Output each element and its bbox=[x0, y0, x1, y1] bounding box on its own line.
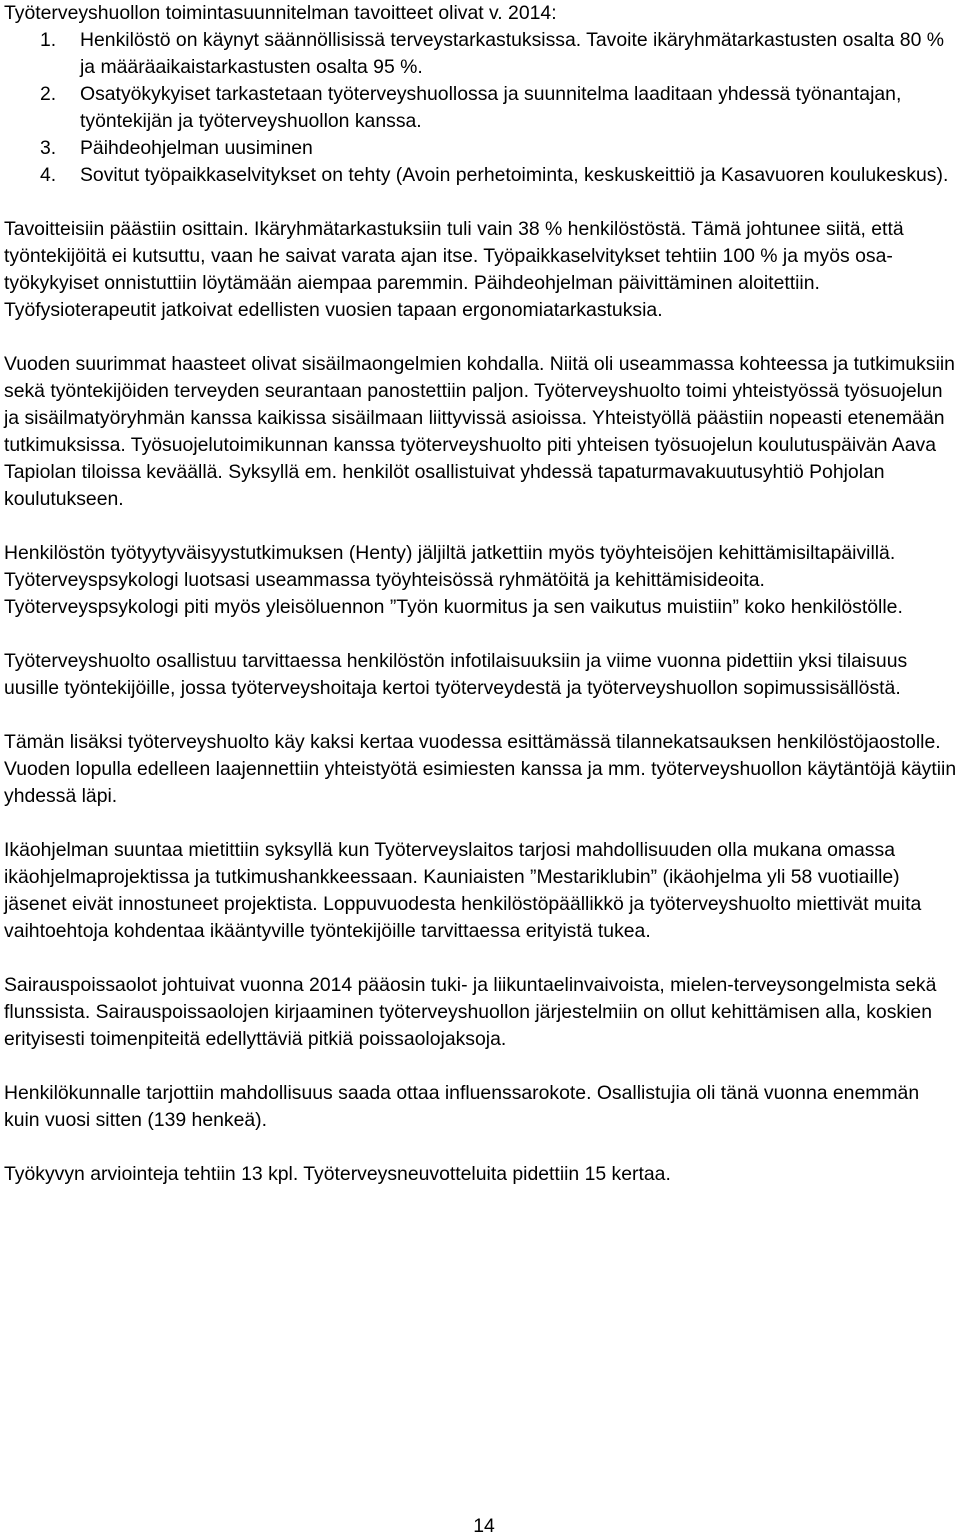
list-item-text: Päihdeohjelman uusiminen bbox=[80, 137, 313, 159]
page-number: 14 bbox=[473, 1515, 495, 1537]
document-page bbox=[4, 0, 958, 1188]
list-item-text: Osatyökykyiset tarkastetaan työterveyshuollossa ja suunnitelma laaditaan yhdessä työnantajan, työntekijän ja työterveyshuollon kanssa. bbox=[80, 83, 902, 132]
list-item bbox=[4, 81, 958, 135]
list-item bbox=[4, 135, 958, 162]
paragraph: Tavoitteisiin päästiin osittain. Ikäryhmätarkastuksiin tuli vain 38 % henkilöstöstä. Tämä johtunee siitä, että työntekijöitä ei kutsuttu, vaan he saivat varata ajan itse. Työpaikkaselvitykset tehtiin 100 % ja myös osa-työkykyiset onnistuttiin löytämään aiempaa paremmin. Päihdeohjelman päivittäminen aloitettiin. Työfysioterapeutit jatkoivat edellisten vuosien tapaan ergonomiatarkastuksia. bbox=[4, 218, 904, 321]
paragraph: Tämän lisäksi työterveyshuolto käy kaksi kertaa vuodessa esittämässä tilannekatsauksen henkilöstöjaostolle. Vuoden lopulla edelleen laajennettiin yhteistyötä esimiesten kanssa ja mm. työterveyshuollon käytäntöjä käytiin yhdessä läpi. bbox=[4, 731, 957, 807]
list-item-number: 3. bbox=[40, 137, 57, 159]
paragraph: Henkilöstön työtyytyväisyystutkimuksen (Henty) jäljiltä jatkettiin myös työyhteisöjen kehittämisiltapäivillä. Työterveyspsykologi luotsasi useammassa työyhteisössä ryhmätöitä ja kehittämisideoita. bbox=[4, 542, 896, 591]
list-item-number: 2. bbox=[40, 83, 57, 105]
paragraph: Työterveyspsykologi piti myös yleisöluennon ”Työn kuormitus ja sen vaikutus muistiin” koko henkilöstölle. bbox=[4, 596, 903, 618]
list-item-text: Henkilöstö on käynyt säännöllisissä terveystarkastuksissa. Tavoite ikäryhmätarkastusten osalta 80 % ja määräaikaistarkastusten osalta 95 %. bbox=[80, 29, 945, 78]
list-item bbox=[4, 162, 958, 189]
intro-heading: Työterveyshuollon toimintasuunnitelman tavoitteet olivat v. 2014: bbox=[4, 2, 557, 24]
paragraph: Sairauspoissaolot johtuivat vuonna 2014 pääosin tuki- ja liikuntaelinvaivoista, mielen-terveysongelmista sekä flunssista. Sairauspoissaolojen kirjaaminen työterveyshuollon järjestelmiin on ollut kehittämisen alla, koskien erityisesti toimenpiteitä edellyttäviä pitkiä poissaolojaksoja. bbox=[4, 974, 937, 1050]
goals-list bbox=[4, 27, 958, 189]
paragraph: Työterveyshuolto osallistuu tarvittaessa henkilöstön infotilaisuuksiin ja viime vuonna pidettiin yksi tilaisuus uusille työntekijöille, jossa työterveyshoitaja kertoi työterveydestä ja työterveyshuollon sopimussisällöstä. bbox=[4, 650, 908, 699]
list-item bbox=[4, 27, 958, 81]
list-item-number: 1. bbox=[40, 29, 57, 51]
paragraph: Henkilökunnalle tarjottiin mahdollisuus saada ottaa influenssarokote. Osallistujia oli tänä vuonna enemmän kuin vuosi sitten (139 henkeä). bbox=[4, 1082, 920, 1131]
paragraph: Työkyvyn arviointeja tehtiin 13 kpl. Työterveysneuvotteluita pidettiin 15 kertaa. bbox=[4, 1163, 671, 1185]
list-item-number: 4. bbox=[40, 164, 57, 186]
paragraph: Ikäohjelman suuntaa mietittiin syksyllä kun Työterveyslaitos tarjosi mahdollisuuden olla mukana omassa ikäohjelmaprojektissa ja tutkimushankkeessaan. Kauniaisten ”Mestariklubin” (ikäohjelma yli 58 vuotiaille) jäsenet eivät innostuneet projektista. Loppuvuodesta henkilöstöpäällikkö ja työterveyshuolto miettivät muita vaihtoehtoja kohdentaa ikääntyville työntekijöille tarvittaessa erityistä tukea. bbox=[4, 839, 922, 942]
paragraph: Vuoden suurimmat haasteet olivat sisäilmaongelmien kohdalla. Niitä oli useammassa kohteessa ja tutkimuksiin sekä työntekijöiden terveyden seurantaan panostettiin paljon. Työterveyshuolto toimi yhteistyössä työsuojelun ja sisäilmatyöryhmän kanssa kaikissa sisäilmaan liittyvissä asioissa. Yhteistyöllä päästiin nopeasti etenemään tutkimuksissa. Työsuojelutoimikunnan kanssa työterveyshuolto piti yhteisen työsuojelun koulutuspäivän Aava Tapiolan tiloissa keväällä. Syksyllä em. henkilöt osallistuivat yhdessä tapaturmavakuutusyhtiö Pohjolan koulutukseen. bbox=[4, 353, 955, 510]
list-item-text: Sovitut työpaikkaselvitykset on tehty (Avoin perhetoiminta, keskuskeittiö ja Kasavuoren koulukeskus). bbox=[80, 164, 949, 186]
